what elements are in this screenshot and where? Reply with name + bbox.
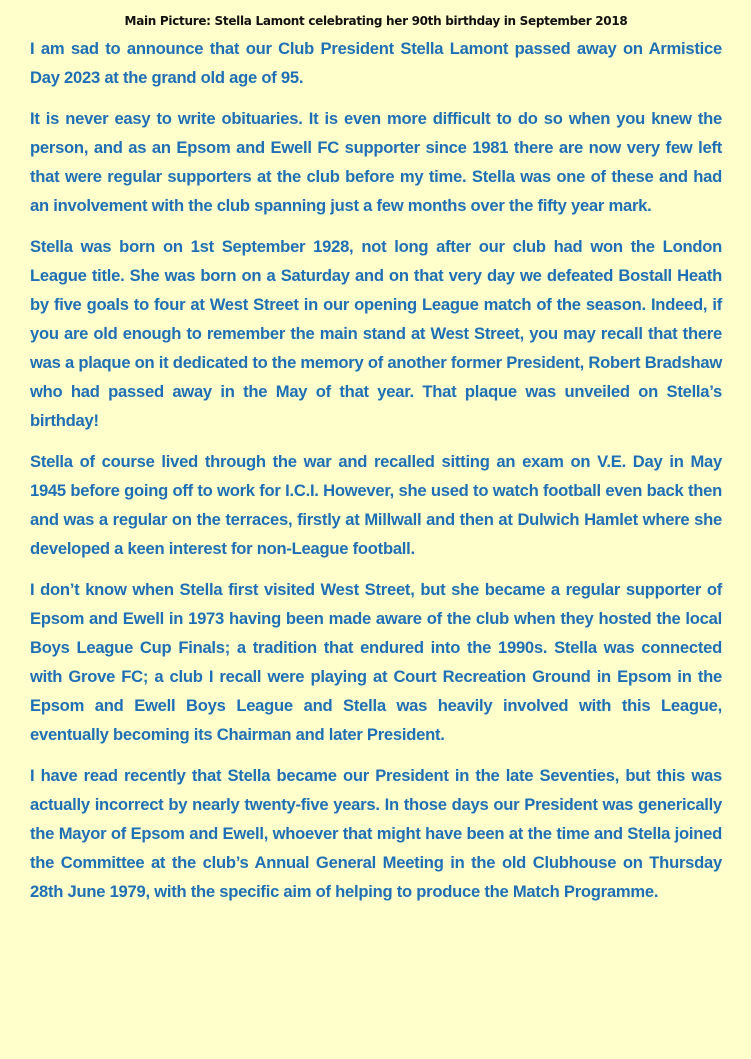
picture-caption: Main Picture: Stella Lamont celebrating her 90th birthday in September 2018 — [124, 14, 628, 28]
paragraph-committee: I have read recently that Stella became our President in the late Seventies, but this was actually incorrect by nearly twenty-five years. In those days our President was generically the Mayor of Epsom and Ewell, whoever that might have been at the time and Stella joined the Committee at the club’s Annual General Meeting in the old Clubhouse on Thursday 28th June 1979, with the specific aim of helping to produce the Match Programme. — [30, 766, 722, 901]
paragraph-west-street: I don’t know when Stella first visited West Street, but she became a regular supporter of Epsom and Ewell in 1973 having been made aware of the club when they hosted the local Boys League Cup Finals; a tradition that endured into the 1990s. Stella was connected with Grove FC; a club I recall were playing at Court Recreation Ground in Epsom in the Epsom and Ewell Boys League and Stella was heavily involved with this League, eventually becoming its Chairman and later President. — [30, 580, 722, 744]
paragraph-introduction: It is never easy to write obituaries. It is even more difficult to do so when you knew the person, and as an Epsom and Ewell FC supporter since 1981 there are now very few left that were regular supporters at the club before my time. Stella was one of these and had an involvement with the club spanning just a few months over the fifty year mark. — [30, 109, 722, 215]
paragraph-announcement: I am sad to announce that our Club President Stella Lamont passed away on Armistice Day 2023 at the grand old age of 95. — [30, 39, 722, 87]
paragraph-war-years: Stella of course lived through the war and recalled sitting an exam on V.E. Day in May 1945 before going off to work for I.C.I. However, she used to watch football even back then and was a regular on the terraces, firstly at Millwall and then at Dulwich Hamlet where she developed a keen interest for non-League football. — [30, 452, 722, 558]
paragraph-birth: Stella was born on 1st September 1928, not long after our club had won the London League title. She was born on a Saturday and on that very day we defeated Bostall Heath by five goals to four at West Street in our opening League match of the season. Indeed, if you are old enough to remember the main stand at West Street, you may recall that there was a plaque on it dedicated to the memory of another former President, Robert Bradshaw who had passed away in the May of that year. That plaque was unveiled on Stella’s birthday! — [30, 237, 722, 430]
